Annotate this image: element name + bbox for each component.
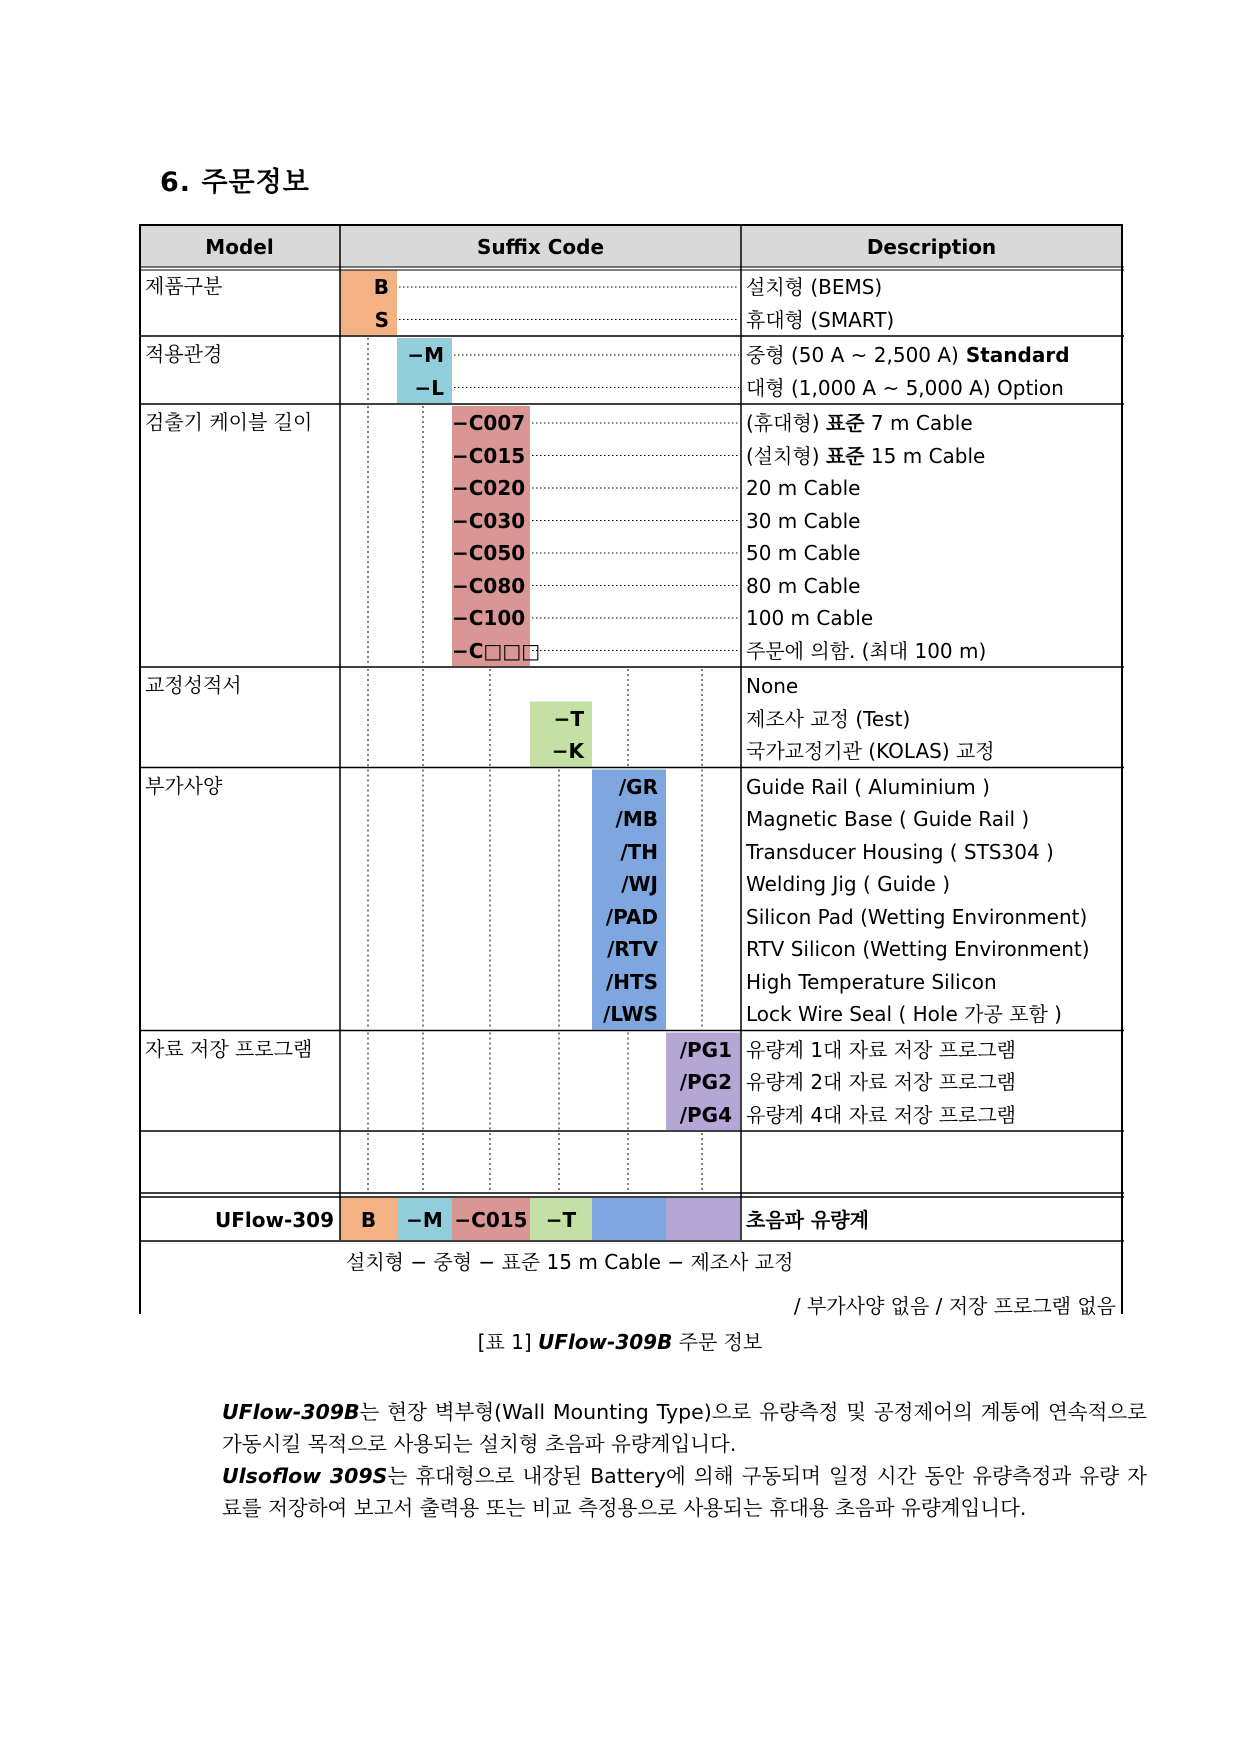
description-main: 중형 (50 A ~ 2,500 A) bbox=[746, 343, 959, 367]
suffix-code: −C020 bbox=[452, 476, 526, 500]
description-main: 유량계 2대 자료 저장 프로그램 bbox=[746, 1070, 1016, 1094]
suffix-code: −T bbox=[553, 706, 584, 731]
description-text bbox=[746, 345, 1070, 365]
paragraph-text: 는 현장 벽부형(Wall Mounting Type)으로 유량측정 및 공정제어의 계통에 연속적으로 가동시킬 목적으로 사용되는 설치형 초음파 유량계입니다. bbox=[222, 1400, 1147, 1456]
description-text bbox=[746, 904, 1088, 929]
example-code: B bbox=[360, 1208, 377, 1232]
header-description: Description bbox=[866, 235, 997, 259]
example-code: −T bbox=[545, 1208, 577, 1232]
description-text bbox=[746, 443, 986, 468]
description-main: 제조사 교정 (Test) bbox=[746, 706, 911, 731]
description-main: 주문에 의함. (최대 100 m) bbox=[746, 638, 987, 663]
suffix-code: −C007 bbox=[452, 411, 526, 435]
description-text bbox=[746, 543, 860, 563]
paragraph-309b bbox=[222, 1396, 1147, 1460]
suffix-code: /PG2 bbox=[679, 1070, 732, 1094]
description-main: Transducer Housing ( STS304 ) bbox=[746, 839, 1054, 864]
paragraph-lead: Ulsoflow 309S bbox=[222, 1464, 388, 1488]
description-main: 유량계 1대 자료 저장 프로그램 bbox=[746, 1037, 1016, 1062]
suffix-code: /PAD bbox=[605, 904, 658, 929]
description-bold: 표준 bbox=[825, 411, 865, 435]
suffix-code: /PG1 bbox=[679, 1037, 732, 1062]
description-main: 20 m Cable bbox=[746, 476, 861, 500]
example-model: UFlow-309 bbox=[214, 1208, 334, 1232]
description-text bbox=[746, 573, 861, 598]
description-text bbox=[746, 478, 860, 498]
paragraph-text: 는 휴대형으로 내장된 Battery에 의해 구동되며 일정 시간 동안 유량측정과 유량 자료를 저장하여 보고서 출력용 또는 비교 측정용으로 사용되는 휴대용 초음파 유량계입니다. bbox=[222, 1464, 1147, 1520]
suffix-code: /GR bbox=[618, 774, 658, 799]
description-text bbox=[746, 608, 873, 628]
description-text bbox=[746, 413, 973, 433]
section-heading: 6. 주문정보 bbox=[160, 167, 310, 198]
paragraph-309s bbox=[222, 1460, 1147, 1524]
description-text bbox=[746, 1102, 1016, 1127]
description-main: Guide Rail ( Aluminium ) bbox=[746, 774, 990, 799]
description-text bbox=[746, 969, 997, 994]
header-model: Model bbox=[205, 235, 274, 259]
group-model-label: 제품구분 bbox=[145, 274, 223, 298]
suffix-code: −K bbox=[551, 739, 584, 763]
suffix-code: /HTS bbox=[605, 969, 658, 994]
caption-model: UFlow-309B bbox=[538, 1330, 673, 1354]
description-main: RTV Silicon (Wetting Environment) bbox=[746, 937, 1090, 961]
suffix-code: −C030 bbox=[452, 508, 526, 533]
suffix-code: /MB bbox=[615, 807, 658, 831]
description-main: 대형 (1,000 A ~ 5,000 A) Option bbox=[746, 375, 1064, 400]
description-main: Welding Jig ( Guide ) bbox=[746, 872, 951, 896]
example-code: −M bbox=[406, 1208, 443, 1232]
description-text bbox=[746, 638, 987, 663]
description-text bbox=[746, 774, 990, 799]
description-bold: Standard bbox=[958, 343, 1070, 367]
description-main: 국가교정기관 (KOLAS) 교정 bbox=[746, 739, 995, 763]
description-text bbox=[746, 839, 1054, 864]
description-text bbox=[746, 706, 911, 731]
suffix-code: −C050 bbox=[452, 541, 526, 565]
description-main: 설치형 (BEMS) bbox=[746, 275, 883, 299]
caption-prefix: [표 1] bbox=[477, 1330, 532, 1354]
description-text bbox=[746, 939, 1090, 959]
description-text bbox=[746, 1037, 1016, 1062]
description-text bbox=[746, 741, 995, 761]
paragraph-lead: UFlow-309B bbox=[222, 1400, 360, 1424]
suffix-code: −C080 bbox=[452, 573, 526, 598]
example-code: −C015 bbox=[454, 1208, 528, 1232]
description-main: 30 m Cable bbox=[746, 508, 861, 533]
description-main: 유량계 4대 자료 저장 프로그램 bbox=[746, 1102, 1016, 1127]
example-description: 초음파 유량계 bbox=[746, 1208, 869, 1232]
description-main: 80 m Cable bbox=[746, 573, 861, 598]
description-text bbox=[746, 508, 861, 533]
description-main: 100 m Cable bbox=[746, 606, 874, 630]
description-main: Lock Wire Seal ( Hole 가공 포함 ) bbox=[746, 1002, 1062, 1026]
description-bold: 표준 bbox=[825, 443, 865, 468]
suffix-code: −M bbox=[407, 343, 444, 367]
description-main: 휴대형 (SMART) bbox=[746, 307, 895, 332]
example-code-fill-program bbox=[666, 1198, 740, 1240]
group-model-label: 부가사양 bbox=[145, 773, 223, 798]
suffix-code: /RTV bbox=[607, 937, 658, 961]
suffix-code: B bbox=[373, 275, 389, 299]
group-model-label: 적용관경 bbox=[145, 342, 223, 366]
suffix-code: −C□□□ bbox=[452, 638, 541, 663]
suffix-code: /LWS bbox=[603, 1002, 658, 1026]
description-main: High Temperature Silicon bbox=[746, 969, 997, 994]
suffix-code: S bbox=[374, 307, 389, 332]
suffix-code: −C015 bbox=[452, 443, 526, 468]
header-suffix: Suffix Code bbox=[476, 235, 605, 259]
description-main: Silicon Pad (Wetting Environment) bbox=[746, 904, 1088, 929]
description-main: 15 m Cable bbox=[864, 443, 986, 468]
description-prefix: (설치형) bbox=[746, 443, 826, 468]
description-text bbox=[746, 676, 798, 696]
description-text bbox=[746, 277, 882, 297]
suffix-code: /WJ bbox=[621, 872, 658, 896]
group-model-label: 교정성적서 bbox=[145, 673, 242, 697]
suffix-code: /TH bbox=[620, 839, 658, 864]
description-main: 7 m Cable bbox=[864, 411, 973, 435]
description-text bbox=[746, 307, 895, 332]
example-code-fill-options bbox=[592, 1198, 666, 1240]
example-spec-line2: / 부가사양 없음 / 저장 프로그램 없음 bbox=[793, 1294, 1116, 1318]
description-main: 50 m Cable bbox=[746, 541, 861, 565]
description-text bbox=[746, 1072, 1016, 1092]
description-prefix: (휴대형) bbox=[746, 411, 826, 435]
description-text bbox=[746, 375, 1064, 400]
description-main: Magnetic Base ( Guide Rail ) bbox=[746, 807, 1030, 831]
group-model-label: 검출기 케이블 길이 bbox=[145, 410, 313, 434]
suffix-code: −C100 bbox=[452, 606, 526, 630]
caption-suffix: 주문 정보 bbox=[678, 1330, 763, 1354]
suffix-code: −L bbox=[414, 375, 444, 400]
suffix-code: /PG4 bbox=[679, 1102, 732, 1127]
description-text bbox=[746, 874, 950, 894]
example-spec-line1: 설치형 − 중형 − 표준 15 m Cable − 제조사 교정 bbox=[346, 1250, 794, 1274]
group-model-label: 자료 저장 프로그램 bbox=[145, 1036, 313, 1061]
description-main: None bbox=[746, 674, 799, 698]
description-text bbox=[746, 809, 1029, 829]
description-text bbox=[746, 1004, 1062, 1024]
table-caption bbox=[0, 1326, 1240, 1355]
order-table bbox=[139, 224, 1124, 1318]
